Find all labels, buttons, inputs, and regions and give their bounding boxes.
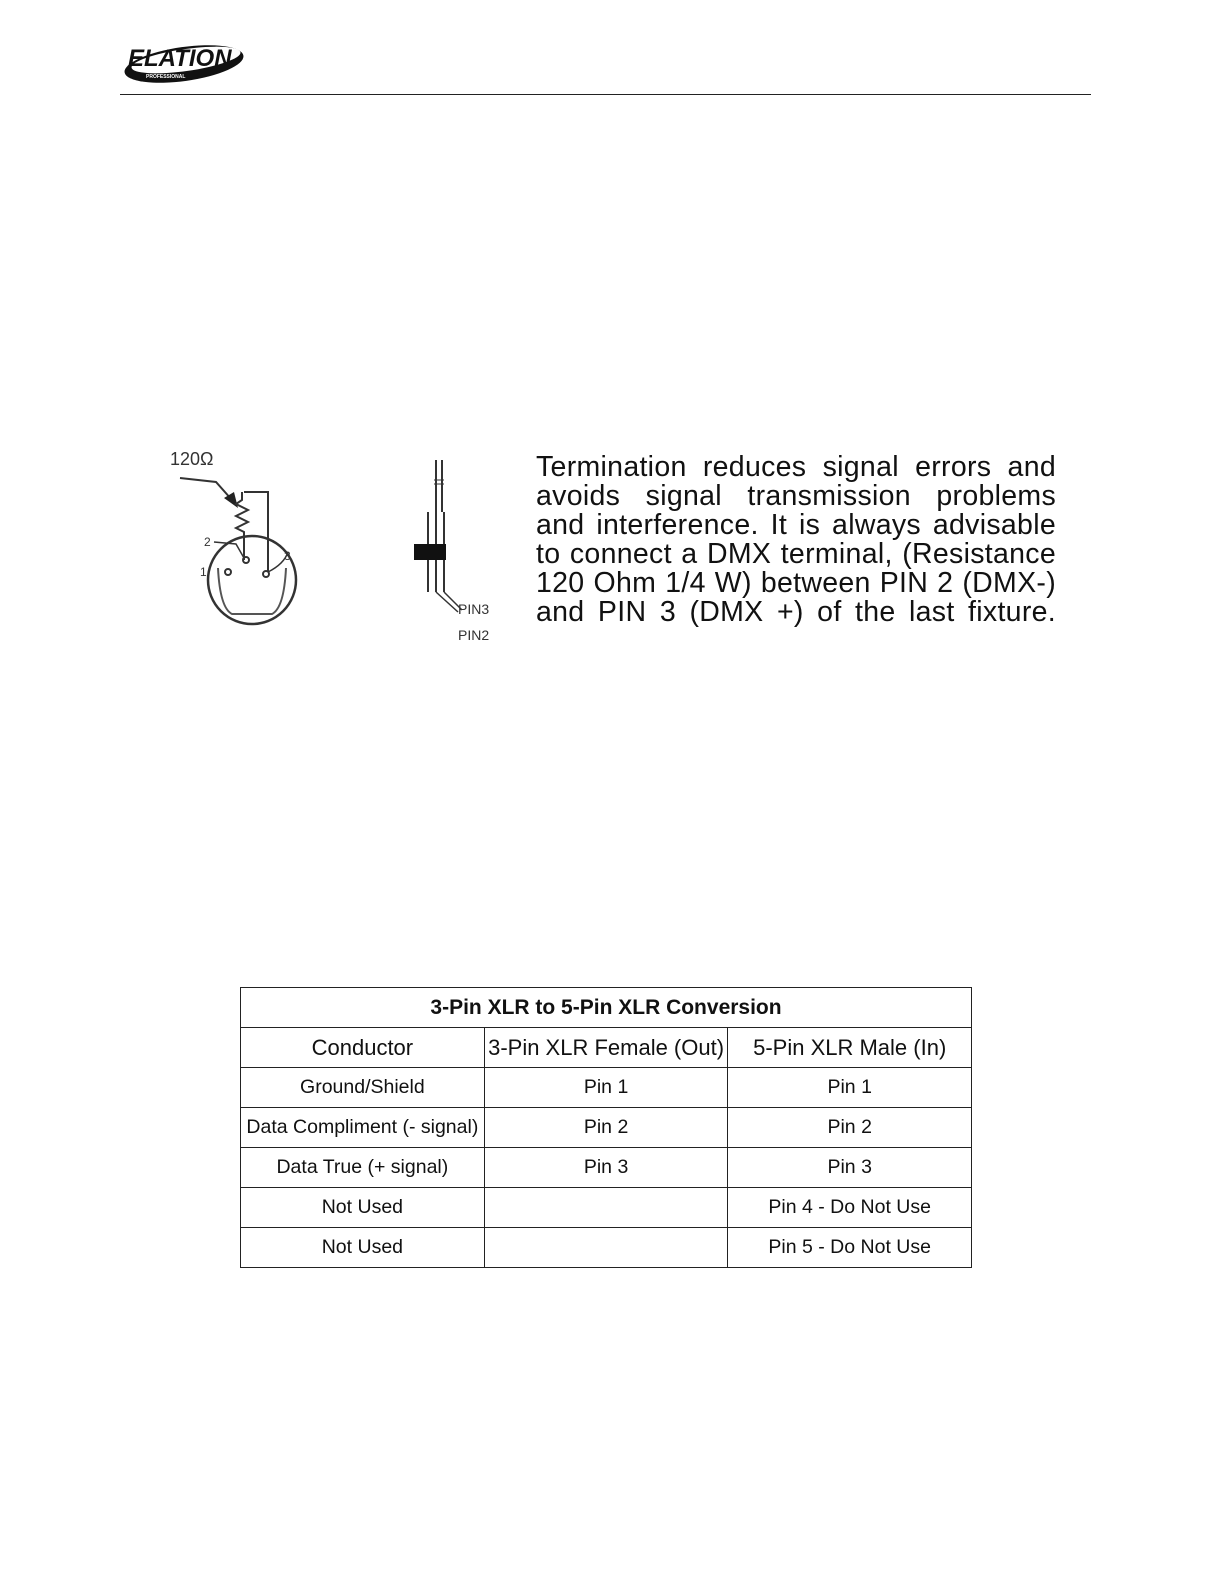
column-header-5pin: 5-Pin XLR Male (In) <box>728 1028 972 1068</box>
termination-paragraph <box>536 453 1056 627</box>
termination-line: avoids signal transmission problems <box>536 480 1056 512</box>
column-header-conductor: Conductor <box>241 1028 485 1068</box>
table-cell: Pin 5 - Do Not Use <box>728 1228 972 1268</box>
resistor-band <box>414 544 446 560</box>
table-title-row <box>241 988 972 1028</box>
table-row <box>241 1068 972 1108</box>
pin3-label: PIN3 <box>458 601 490 617</box>
table-cell: Data Compliment (- signal) <box>241 1108 485 1148</box>
table-row <box>241 1108 972 1148</box>
resistor-label: 120Ω <box>170 449 214 469</box>
elation-logo <box>122 38 247 84</box>
termination-line: Termination reduces signal errors and <box>536 451 1056 483</box>
table-cell <box>484 1228 728 1268</box>
termination-line: 120 Ohm 1/4 W) between PIN 2 (DMX-) <box>536 567 1056 599</box>
resistor-wire <box>244 492 268 572</box>
table-header-row <box>241 1028 972 1068</box>
table-title: 3-Pin XLR to 5-Pin XLR Conversion <box>241 988 972 1028</box>
logo-text: ELATION <box>128 45 232 72</box>
xlr-conversion-table <box>240 987 972 1268</box>
logo-subtext: PROFESSIONAL <box>146 74 186 80</box>
table-cell: Pin 1 <box>484 1068 728 1108</box>
termination-line: and interference. It is always advisable <box>536 509 1056 541</box>
table-row <box>241 1228 972 1268</box>
termination-line: and PIN 3 (DMX +) of the last fixture. <box>536 596 1056 628</box>
table-cell: Pin 2 <box>728 1108 972 1148</box>
arrow-line <box>180 478 232 500</box>
header-rule <box>120 94 1091 95</box>
table-row <box>241 1148 972 1188</box>
termination-line: to connect a DMX terminal, (Resistance <box>536 538 1056 570</box>
column-header-3pin: 3-Pin XLR Female (Out) <box>484 1028 728 1068</box>
pin-resistor-diagram <box>400 450 510 650</box>
table-cell: Not Used <box>241 1188 485 1228</box>
pin2-label: PIN2 <box>458 627 490 643</box>
table-cell: Pin 3 <box>484 1148 728 1188</box>
pin-1-dot <box>225 569 231 575</box>
pin-label-3: 3 <box>284 549 291 563</box>
xlr-connector-outline <box>208 536 296 624</box>
table-cell: Pin 3 <box>728 1148 972 1188</box>
table-cell <box>484 1188 728 1228</box>
table-cell: Ground/Shield <box>241 1068 485 1108</box>
pin-label-2: 2 <box>204 535 211 549</box>
resistor-icon <box>236 492 248 560</box>
table-cell: Pin 2 <box>484 1108 728 1148</box>
table-row <box>241 1188 972 1228</box>
table-cell: Data True (+ signal) <box>241 1148 485 1188</box>
pin-label-1: 1 <box>200 565 207 579</box>
table-cell: Not Used <box>241 1228 485 1268</box>
table-cell: Pin 4 - Do Not Use <box>728 1188 972 1228</box>
table-cell: Pin 1 <box>728 1068 972 1108</box>
xlr-termination-diagram <box>160 440 320 640</box>
